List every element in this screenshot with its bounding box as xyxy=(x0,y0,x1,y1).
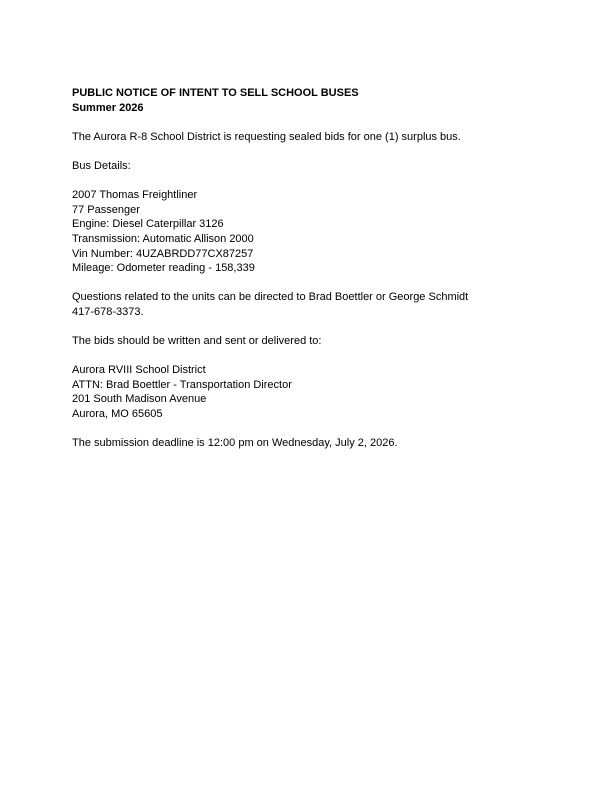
submission-deadline: The submission deadline is 12:00 pm on Wednesday, July 2, 2026. xyxy=(72,437,398,450)
intro-paragraph: The Aurora R-8 School District is requesting sealed bids for one (1) surplus bus. xyxy=(72,130,461,143)
spacer xyxy=(72,144,540,159)
notice-body xyxy=(72,86,540,451)
address-line-4: Aurora, MO 65605 xyxy=(72,408,163,421)
address-line-2: ATTN: Brad Boettler - Transportation Director xyxy=(72,378,292,391)
bus-capacity: 77 Passenger xyxy=(72,203,140,216)
notice-title: PUBLIC NOTICE OF INTENT TO SELL SCHOOL BUSES xyxy=(72,87,359,99)
bus-vin xyxy=(72,247,540,262)
address-line-1: Aurora RVIII School District xyxy=(72,364,206,377)
spacer xyxy=(72,349,540,364)
spacer xyxy=(72,115,540,130)
questions-line-1: Questions related to the units can be directed to Brad Boettler or George Schmidt xyxy=(72,291,469,304)
spacer xyxy=(72,174,540,189)
bus-engine: Engine: Diesel Caterpillar 3126 xyxy=(72,218,224,231)
bus-details-list xyxy=(72,188,540,276)
details-heading: Bus Details: xyxy=(72,159,131,172)
spacer xyxy=(72,422,540,437)
bus-mileage: Mileage: Odometer reading - 158,339 xyxy=(72,262,255,275)
bus-model: 2007 Thomas Freightliner xyxy=(72,189,198,202)
notice-subtitle: Summer 2026 xyxy=(72,101,144,114)
questions-line-2: 417-678-3373. xyxy=(72,305,144,318)
spacer xyxy=(72,320,540,335)
mailing-address xyxy=(72,363,540,421)
address-line-3: 201 South Madison Avenue xyxy=(72,393,207,406)
vin-value: 4UZABRDD77CX87257 xyxy=(136,247,254,260)
spacer xyxy=(72,276,540,291)
bids-instruction: The bids should be written and sent or delivered to: xyxy=(72,335,322,348)
vin-label: Vin Number: xyxy=(72,247,136,260)
bus-transmission: Transmission: Automatic Allison 2000 xyxy=(72,232,254,245)
